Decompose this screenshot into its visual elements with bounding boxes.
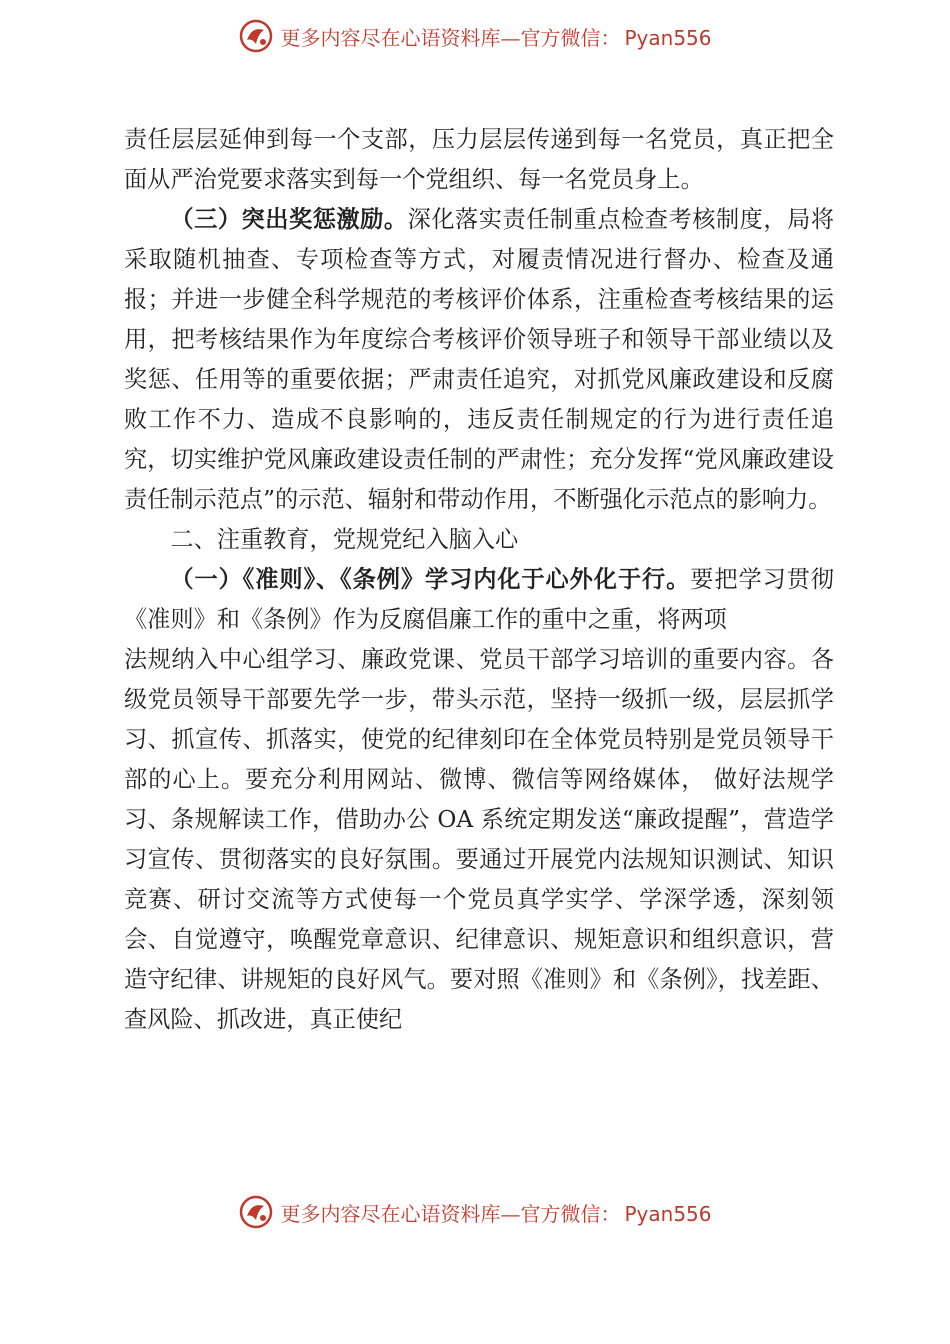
paragraph-3a	[124, 560, 834, 640]
watermark-tail: 官方微信：	[520, 1201, 621, 1226]
paragraph-1: 责任层层延伸到每一个支部，压力层层传递到每一名党员，真正把全面从严治党要求落实到每一个党组织、每一名党员身上。	[124, 126, 834, 193]
watermark-text	[280, 1198, 711, 1227]
watermark-text	[280, 22, 711, 51]
heading-study-rules: （一）《准则》、《条例》学习内化于心外化于行。	[170, 566, 691, 593]
watermark-title: 更多内容尽在心语资料库	[280, 1201, 501, 1226]
footer-watermark	[0, 1192, 950, 1232]
watermark-title: 更多内容尽在心语资料库	[280, 25, 501, 50]
section-2-title: 二、注重教育，党规党纪入脑入心	[170, 526, 519, 553]
logo-icon	[238, 1194, 274, 1230]
header-watermark	[0, 16, 950, 56]
paragraph-3b: 法规纳入中心组学习、廉政党课、党员干部学习培训的重要内容。各级党员领导干部要先学一步，带头示范，坚持一级抓一级，层层抓学习、抓宣传、抓落实，使党的纪律刻印在全体党员特别是党员领导干部的心上。要充分利用网站、微博、微信等网络媒体， 做好法规学习、条规解读工作，借助办公 OA 系统定期发送“廉政提醒”，营造学习宣传、贯彻落实的良好氛围。要通过开展党内法规知识测试、知识竞赛、研讨交流等方式使每一个党员真学实学、学深学透，深刻领会、自觉遵守，唤醒党章意识、纪律意识、规矩意识和组织意识，营造守纪律、讲规矩的良好风气。要对照《准则》和《条例》，找差距、查风险、抓改进，真正使纪	[124, 646, 834, 1033]
paragraph-3a-body: 要把学习贯彻《准则》和《条例》作为反腐倡廉工作的重中之重，将两项	[124, 566, 834, 633]
document-body	[124, 120, 834, 1040]
watermark-code: Pyan556	[624, 1201, 712, 1226]
watermark-tail: 官方微信：	[520, 25, 621, 50]
watermark-separator: —	[500, 1201, 521, 1226]
paragraph-2-body: 深化落实责任制重点检查考核制度，局将采取随机抽查、专项检查等方式，对履责情况进行督办、检查及通报；并进一步健全科学规范的考核评价体系，注重检查考核结果的运用，把考核结果作为年度综合考核评价领导班子和领导干部业绩以及奖惩、任用等的重要依据；严肃责任追究，对抓党风廉政建设和反腐败工作不力、造成不良影响的，违反责任制规定的行为进行责任追究，切实维护党风廉政建设责任制的严肃性；充分发挥“党风廉政建设责任制示范点”的示范、辐射和带动作用，不断强化示范点的影响力。	[124, 206, 835, 513]
logo-icon	[238, 18, 274, 54]
heading-reward-punishment: （三）突出奖惩激励。	[170, 206, 408, 233]
watermark-separator: —	[500, 25, 521, 50]
paragraph-2	[124, 200, 834, 520]
watermark-code: Pyan556	[624, 25, 712, 50]
